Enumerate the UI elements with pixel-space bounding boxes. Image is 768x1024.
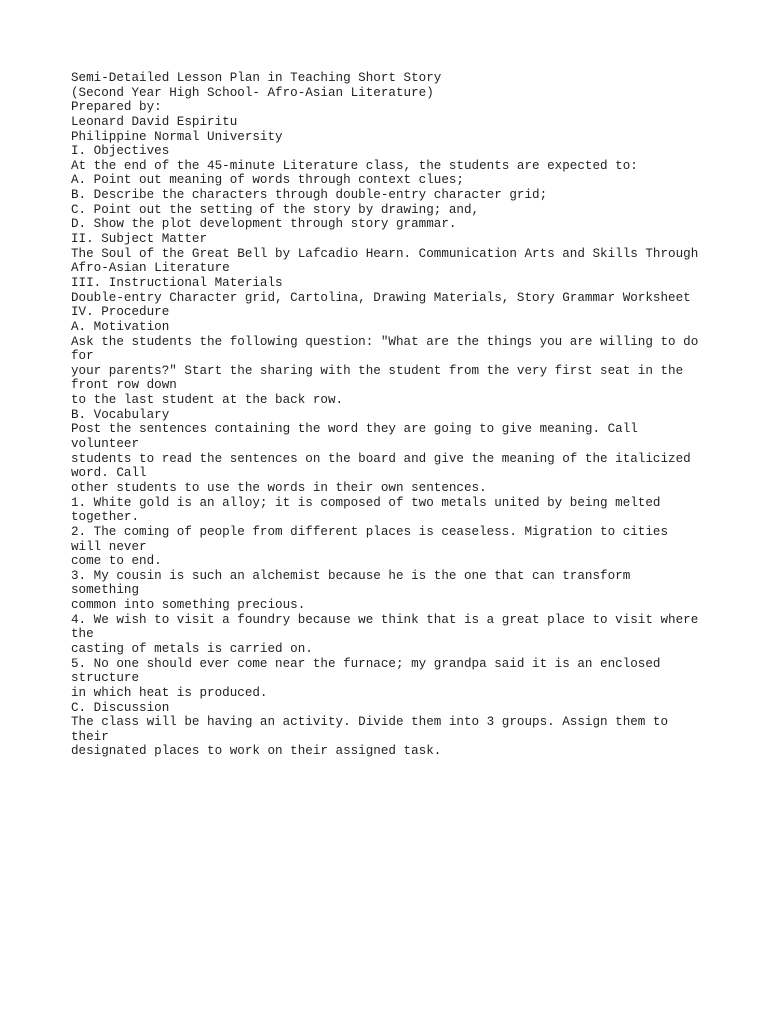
author-affiliation: Philippine Normal University xyxy=(71,129,283,144)
prepared-by-label: Prepared by: xyxy=(71,100,162,115)
doc-title: Semi-Detailed Lesson Plan in Teaching Short Story xyxy=(71,71,442,85)
vocabulary-item: 4. We wish to visit a foundry because we think that is a great place to visit where xyxy=(71,612,699,627)
text-line: The class will be having an activity. Divide them into 3 groups. Assign them to xyxy=(71,715,669,730)
text-line: common into something precious. xyxy=(71,598,306,613)
document-page xyxy=(71,71,711,759)
doc-subtitle: (Second Year High School- Afro-Asian Literature) xyxy=(71,85,434,100)
text-line: in which heat is produced. xyxy=(71,685,268,700)
text-line: together. xyxy=(71,510,140,525)
text-line: Double-entry Character grid, Cartolina, Drawing Materials, Story Grammar Worksheet xyxy=(71,290,691,305)
vocabulary-item: 5. No one should ever come near the furnace; my grandpa said it is an enclosed xyxy=(71,656,661,671)
objective-item: C. Point out the setting of the story by drawing; and, xyxy=(71,202,480,217)
vocabulary-item: 2. The coming of people from different places is ceaseless. Migration to cities xyxy=(71,524,669,539)
text-line: come to end. xyxy=(71,554,162,569)
text-line: Post the sentences containing the word they are going to give meaning. Call xyxy=(71,422,638,437)
section-heading-objectives: I. Objectives xyxy=(71,144,170,159)
subheading-discussion: C. Discussion xyxy=(71,700,170,715)
author-name: Leonard David Espiritu xyxy=(71,114,238,129)
text-line: something xyxy=(71,583,140,598)
text-line: volunteer xyxy=(71,437,140,452)
text-line: for xyxy=(71,349,94,364)
objective-item: B. Describe the characters through double-entry character grid; xyxy=(71,188,548,203)
text-line: designated places to work on their assigned task. xyxy=(71,744,442,759)
objective-item: A. Point out meaning of words through context clues; xyxy=(71,173,464,188)
text-line: students to read the sentences on the board and give the meaning of the italicized xyxy=(71,451,691,466)
text-line: casting of metals is carried on. xyxy=(71,641,313,656)
vocabulary-item: 1. White gold is an alloy; it is composed of two metals united by being melted xyxy=(71,495,661,510)
section-heading-procedure: IV. Procedure xyxy=(71,305,170,320)
text-line: the xyxy=(71,627,94,642)
text-line: structure xyxy=(71,671,140,686)
text-line: front row down xyxy=(71,378,177,393)
objective-item: D. Show the plot development through story grammar. xyxy=(71,217,457,232)
text-line: The Soul of the Great Bell by Lafcadio Hearn. Communication Arts and Skills Through xyxy=(71,246,699,261)
section-heading-subject-matter: II. Subject Matter xyxy=(71,232,208,247)
subheading-vocabulary: B. Vocabulary xyxy=(71,407,170,422)
text-line: Ask the students the following question: "What are the things you are willing to do xyxy=(71,334,699,349)
section-heading-materials: III. Instructional Materials xyxy=(71,275,283,290)
text-line: Afro-Asian Literature xyxy=(71,261,230,276)
text-line: their xyxy=(71,729,109,744)
subheading-motivation: A. Motivation xyxy=(71,319,170,334)
text-line: other students to use the words in their own sentences. xyxy=(71,480,487,495)
text-line: word. Call xyxy=(71,466,147,481)
vocabulary-item: 3. My cousin is such an alchemist because he is the one that can transform xyxy=(71,568,631,583)
text-line: to the last student at the back row. xyxy=(71,393,344,408)
text-line: your parents?" Start the sharing with the student from the very first seat in the xyxy=(71,363,684,378)
text-line: At the end of the 45-minute Literature class, the students are expected to: xyxy=(71,158,638,173)
text-line: will never xyxy=(71,539,147,554)
